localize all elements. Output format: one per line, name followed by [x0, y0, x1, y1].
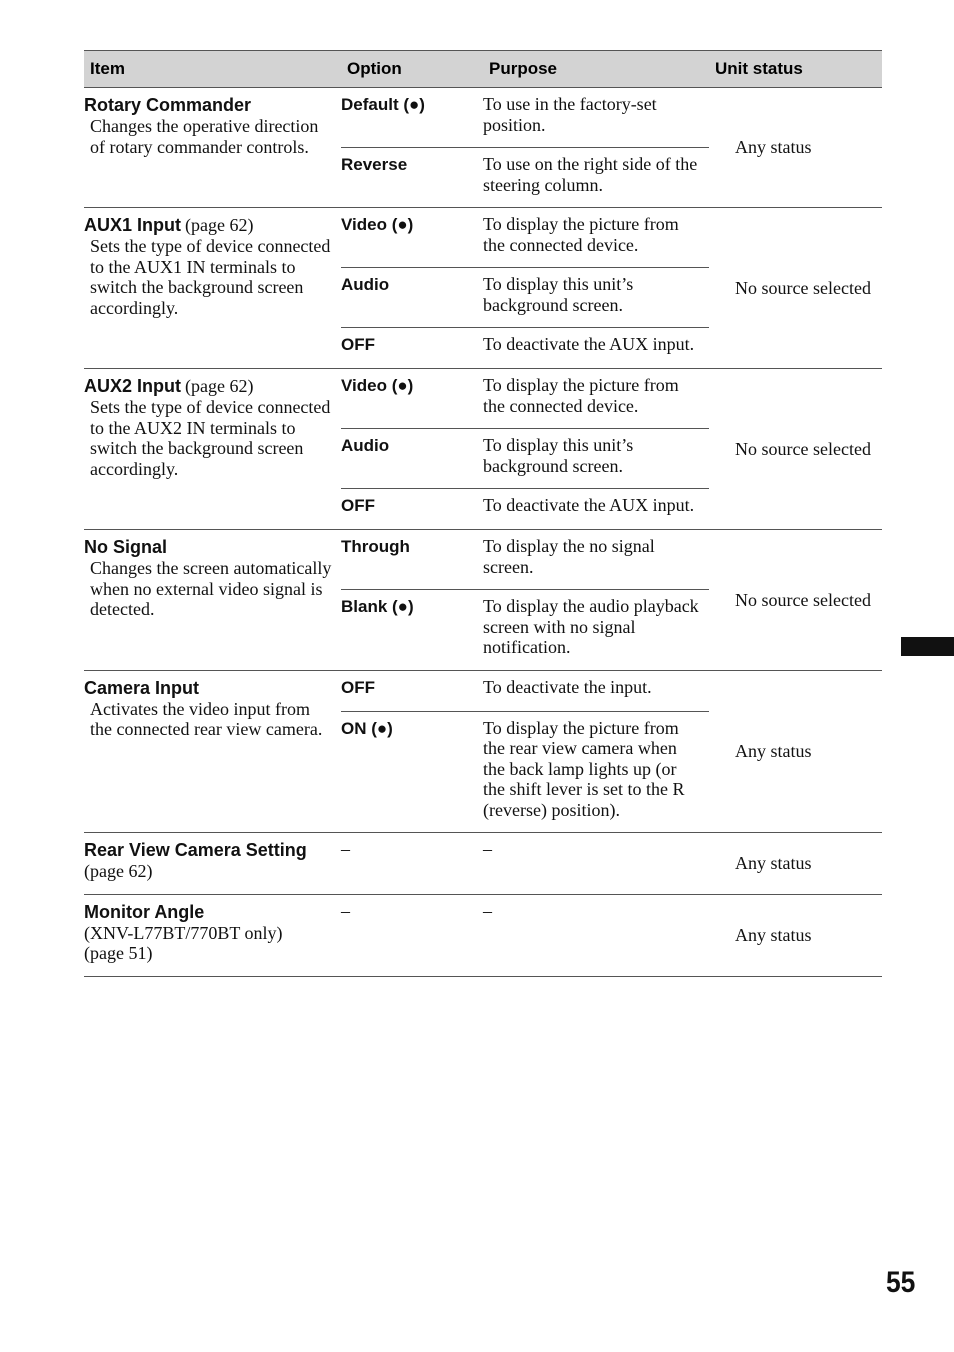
- purpose-cell: [483, 489, 709, 530]
- item-monitor-angle: [84, 894, 341, 976]
- table-row: [84, 208, 882, 268]
- item-name: No Signal: [84, 537, 168, 557]
- item-aux2-input: [84, 369, 341, 530]
- header-item: Item: [84, 51, 341, 88]
- option-cell: [341, 894, 483, 976]
- purpose-cell: [483, 148, 709, 208]
- table-row: [84, 369, 882, 429]
- status-text: No source selected: [735, 438, 871, 459]
- purpose-text: To display this unit’s background screen.: [483, 274, 634, 315]
- page-reference: (page 62): [185, 215, 254, 235]
- item-description: Changes the screen automatically when no external video signal is detected.: [90, 558, 332, 619]
- purpose-cell: [483, 429, 709, 489]
- item-aux1-input: [84, 208, 341, 369]
- option-label: Through: [341, 537, 410, 556]
- option-label: OFF: [341, 496, 375, 515]
- page-reference: (page 62): [84, 861, 153, 881]
- option-cell: [341, 208, 483, 268]
- purpose-text: To display the picture from the connected device.: [483, 375, 679, 416]
- item-camera-input: [84, 670, 341, 833]
- status-cell: [709, 670, 882, 833]
- table-row: [84, 894, 882, 976]
- item-name: AUX1 Input: [84, 215, 181, 235]
- purpose-text: To display the picture from the connected device.: [483, 214, 679, 255]
- option-label: Video (●): [341, 215, 414, 234]
- option-cell: [341, 268, 483, 328]
- option-label: OFF: [341, 335, 375, 354]
- table-row: [84, 833, 882, 895]
- item-name: Camera Input: [84, 677, 200, 698]
- purpose-cell: [483, 670, 709, 711]
- table-row: [84, 88, 882, 148]
- section-tab-marker: [901, 637, 954, 656]
- page-number: 55: [886, 1266, 916, 1299]
- item-no-signal: [84, 530, 341, 671]
- status-text: Any status: [735, 137, 812, 158]
- purpose-cell: [483, 711, 709, 833]
- option-cell: [341, 670, 483, 711]
- purpose-cell: [483, 894, 709, 976]
- option-label: Blank (●): [341, 597, 414, 616]
- status-text: No source selected: [735, 277, 871, 298]
- item-description: Changes the operative direction of rotary commander controls.: [90, 116, 319, 157]
- header-option: Option: [341, 51, 483, 88]
- option-cell: [341, 328, 483, 369]
- purpose-cell: [483, 369, 709, 429]
- purpose-cell: [483, 208, 709, 268]
- status-text: Any status: [735, 924, 812, 945]
- option-dash: –: [341, 839, 350, 859]
- option-cell: [341, 833, 483, 895]
- status-cell: [709, 208, 882, 369]
- status-cell: [709, 369, 882, 530]
- option-cell: [341, 429, 483, 489]
- purpose-dash: –: [483, 839, 492, 859]
- option-cell: [341, 369, 483, 429]
- option-label: Audio: [341, 436, 390, 455]
- status-cell: [709, 88, 882, 208]
- option-cell: [341, 489, 483, 530]
- settings-table: [84, 50, 882, 977]
- option-cell: [341, 88, 483, 148]
- purpose-text: To display the picture from the rear view camera when the back lamp lights up (or the shift lever is set to the R (reverse) position).: [483, 717, 685, 820]
- purpose-text: To display the no signal screen.: [483, 536, 655, 577]
- purpose-text: To deactivate the AUX input.: [483, 495, 695, 515]
- purpose-cell: [483, 88, 709, 148]
- purpose-cell: [483, 268, 709, 328]
- purpose-text: To display this unit’s background screen.: [483, 435, 634, 476]
- item-name: Rotary Commander: [84, 95, 252, 115]
- status-cell: [709, 833, 882, 895]
- purpose-cell: [483, 833, 709, 895]
- header-unit-status: Unit status: [709, 51, 882, 88]
- option-cell: [341, 530, 483, 590]
- item-description: Activates the video input from the connected rear view camera.: [90, 698, 323, 739]
- option-label: OFF: [341, 677, 375, 697]
- option-dash: –: [341, 900, 350, 921]
- page-reference: (page 51): [84, 943, 153, 963]
- table-row: [84, 530, 882, 590]
- item-name: Rear View Camera Setting: [84, 840, 307, 860]
- purpose-text: To use in the factory-set position.: [483, 94, 657, 135]
- option-cell: [341, 711, 483, 833]
- item-rotary-commander: [84, 88, 341, 208]
- option-label: ON (●): [341, 718, 393, 738]
- model-note: (XNV-L77BT/770BT only): [84, 922, 283, 943]
- status-text: Any status: [735, 853, 812, 873]
- option-label: Video (●): [341, 376, 414, 395]
- header-purpose: Purpose: [483, 51, 709, 88]
- item-description: Sets the type of device connected to the AUX2 IN terminals to switch the background screen accordingly.: [90, 397, 331, 479]
- purpose-cell: [483, 328, 709, 369]
- option-label: Audio: [341, 275, 390, 294]
- table-row: [84, 670, 882, 711]
- item-name: Monitor Angle: [84, 901, 205, 922]
- option-label: Default (●): [341, 95, 425, 114]
- purpose-cell: [483, 590, 709, 671]
- item-name: AUX2 Input: [84, 376, 181, 396]
- status-text: No source selected: [735, 589, 871, 610]
- status-cell: [709, 530, 882, 671]
- purpose-text: To use on the right side of the steering column.: [483, 154, 698, 195]
- purpose-cell: [483, 530, 709, 590]
- option-cell: [341, 590, 483, 671]
- page-reference: (page 62): [185, 376, 254, 396]
- table-header-row: [84, 51, 882, 88]
- purpose-text: To display the audio playback screen with no signal notification.: [483, 596, 699, 657]
- item-description: Sets the type of device connected to the AUX1 IN terminals to switch the background screen accordingly.: [90, 236, 331, 318]
- option-cell: [341, 148, 483, 208]
- status-text: Any status: [735, 741, 812, 761]
- status-cell: [709, 894, 882, 976]
- purpose-text: To deactivate the AUX input.: [483, 334, 695, 354]
- purpose-dash: –: [483, 900, 492, 921]
- item-rear-view-camera-setting: [84, 833, 341, 895]
- purpose-text: To deactivate the input.: [483, 676, 652, 697]
- option-label: Reverse: [341, 155, 408, 174]
